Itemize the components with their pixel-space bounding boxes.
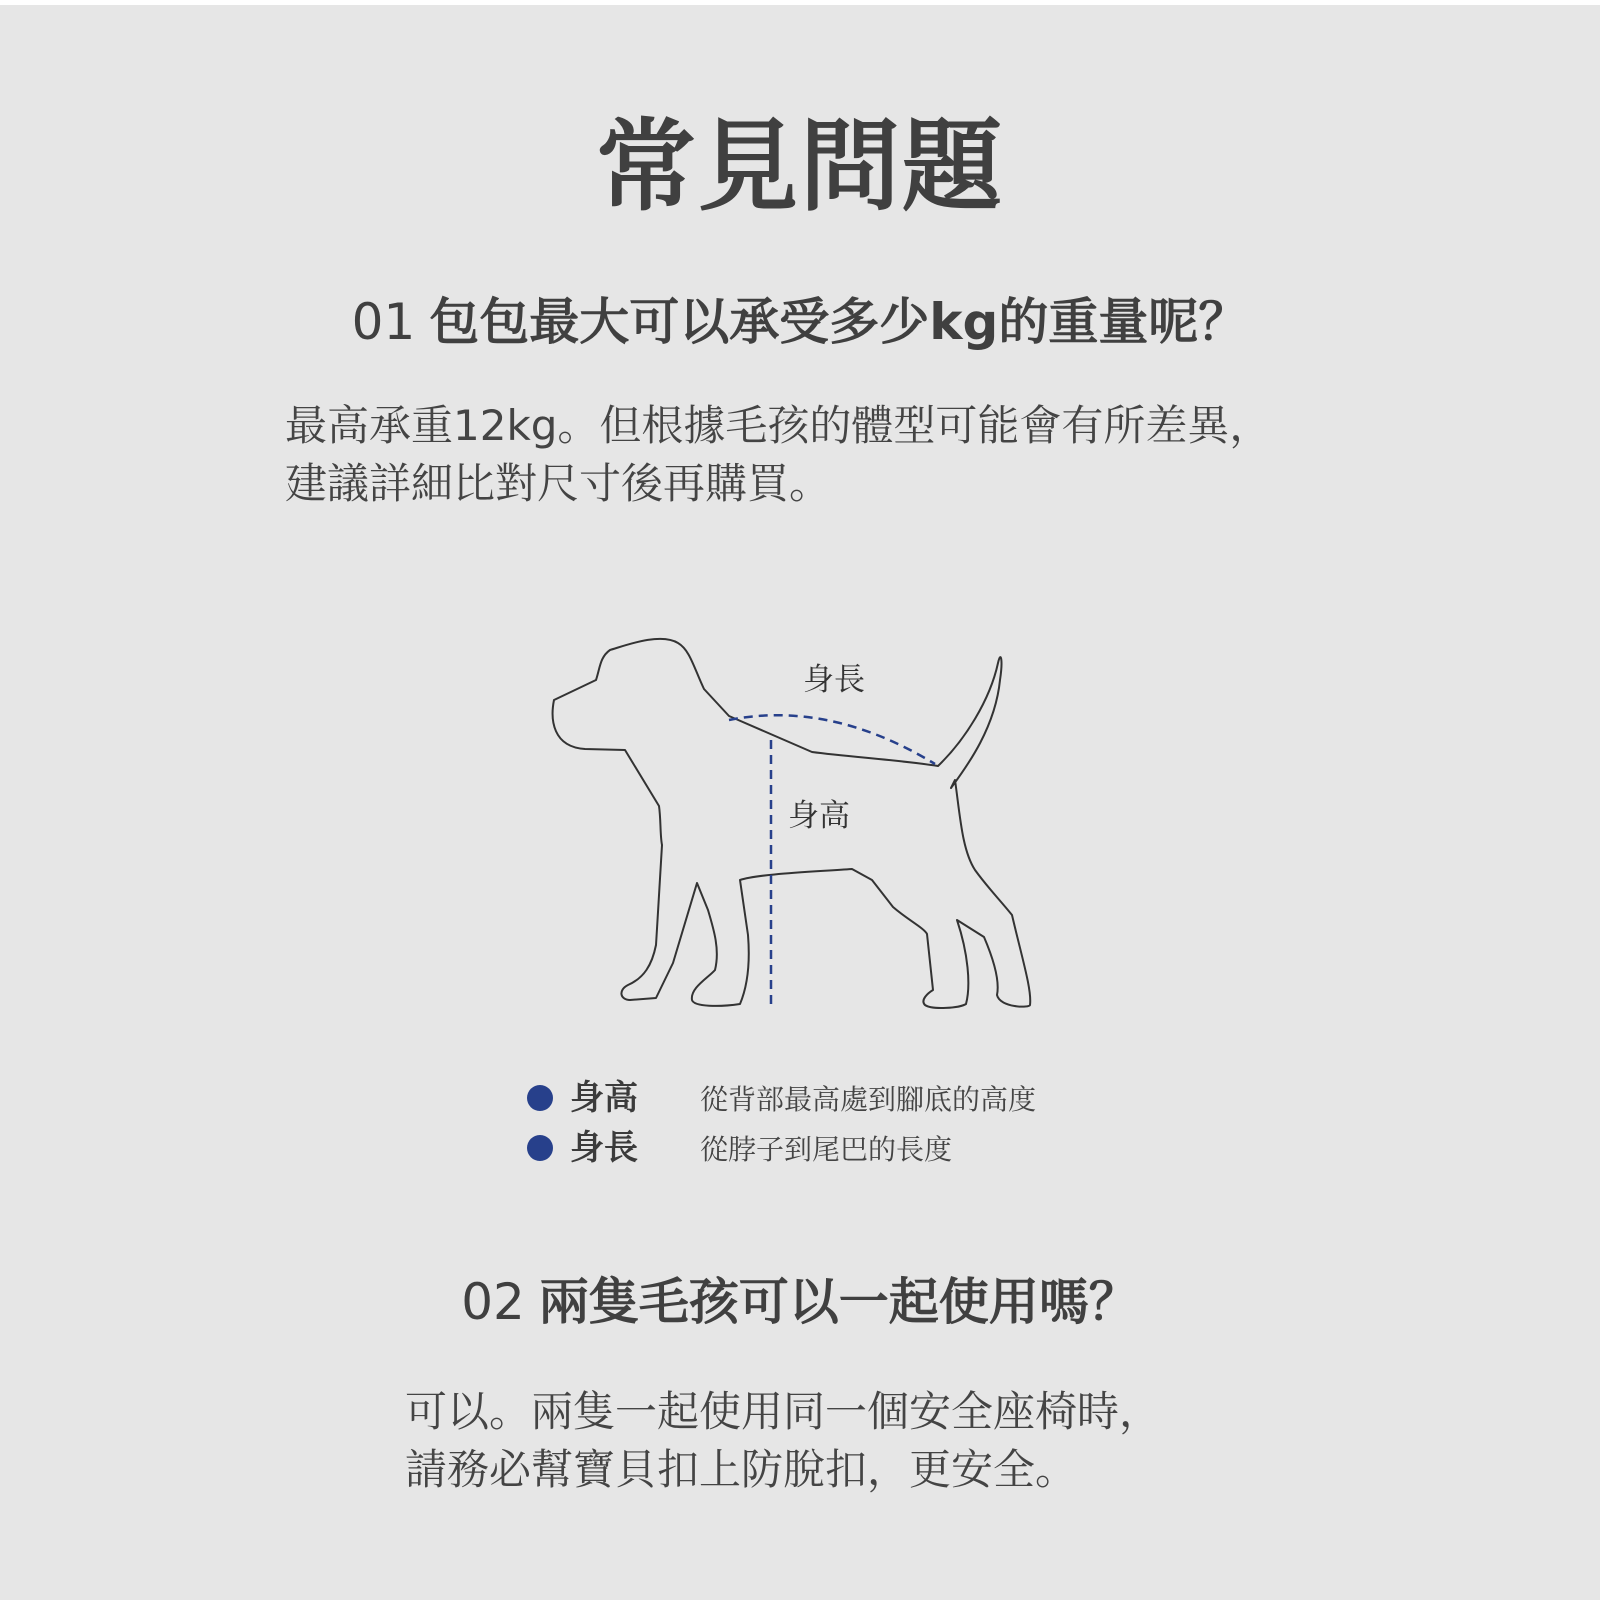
question-2-number: 02 bbox=[461, 1273, 525, 1331]
bullet-dot-icon bbox=[527, 1135, 553, 1161]
answer-2-line-1: 可以。兩隻一起使用同一個安全座椅時， bbox=[405, 1387, 1162, 1436]
question-2-text: 兩隻毛孩可以一起使用嗎？ bbox=[538, 1273, 1139, 1331]
dog-measurement-figure bbox=[530, 625, 1050, 1015]
answer-1-line-2: 建議詳細比對尺寸後再購買。 bbox=[285, 459, 832, 508]
body-length-label: 身長 bbox=[803, 662, 865, 698]
question-1-title bbox=[0, 292, 1600, 352]
answer-1-line-1: 最高承重12kg。但根據毛孩的體型可能會有所差異， bbox=[285, 401, 1272, 450]
legend-description: 從背部最高處到腳底的高度 bbox=[700, 1083, 1037, 1116]
question-2-title bbox=[0, 1272, 1600, 1332]
page-title: 常見問題 bbox=[596, 108, 1004, 225]
body-height-label: 身高 bbox=[788, 798, 850, 834]
answer-2 bbox=[405, 1383, 1161, 1499]
answer-1 bbox=[285, 397, 1271, 513]
top-divider bbox=[0, 0, 1600, 5]
answer-2-line-2: 請務必幫寶貝扣上防脫扣，更安全。 bbox=[405, 1445, 1078, 1494]
legend-term: 身長 bbox=[570, 1128, 638, 1168]
legend-term: 身高 bbox=[570, 1078, 638, 1118]
legend-description: 從脖子到尾巴的長度 bbox=[700, 1133, 953, 1166]
question-1-number: 01 bbox=[351, 293, 416, 351]
body-length-line bbox=[729, 715, 935, 764]
dog-silhouette-icon bbox=[530, 625, 1050, 1015]
bullet-dot-icon bbox=[527, 1085, 553, 1111]
question-1-text: 包包最大可以承受多少kg的重量呢？ bbox=[429, 293, 1249, 351]
